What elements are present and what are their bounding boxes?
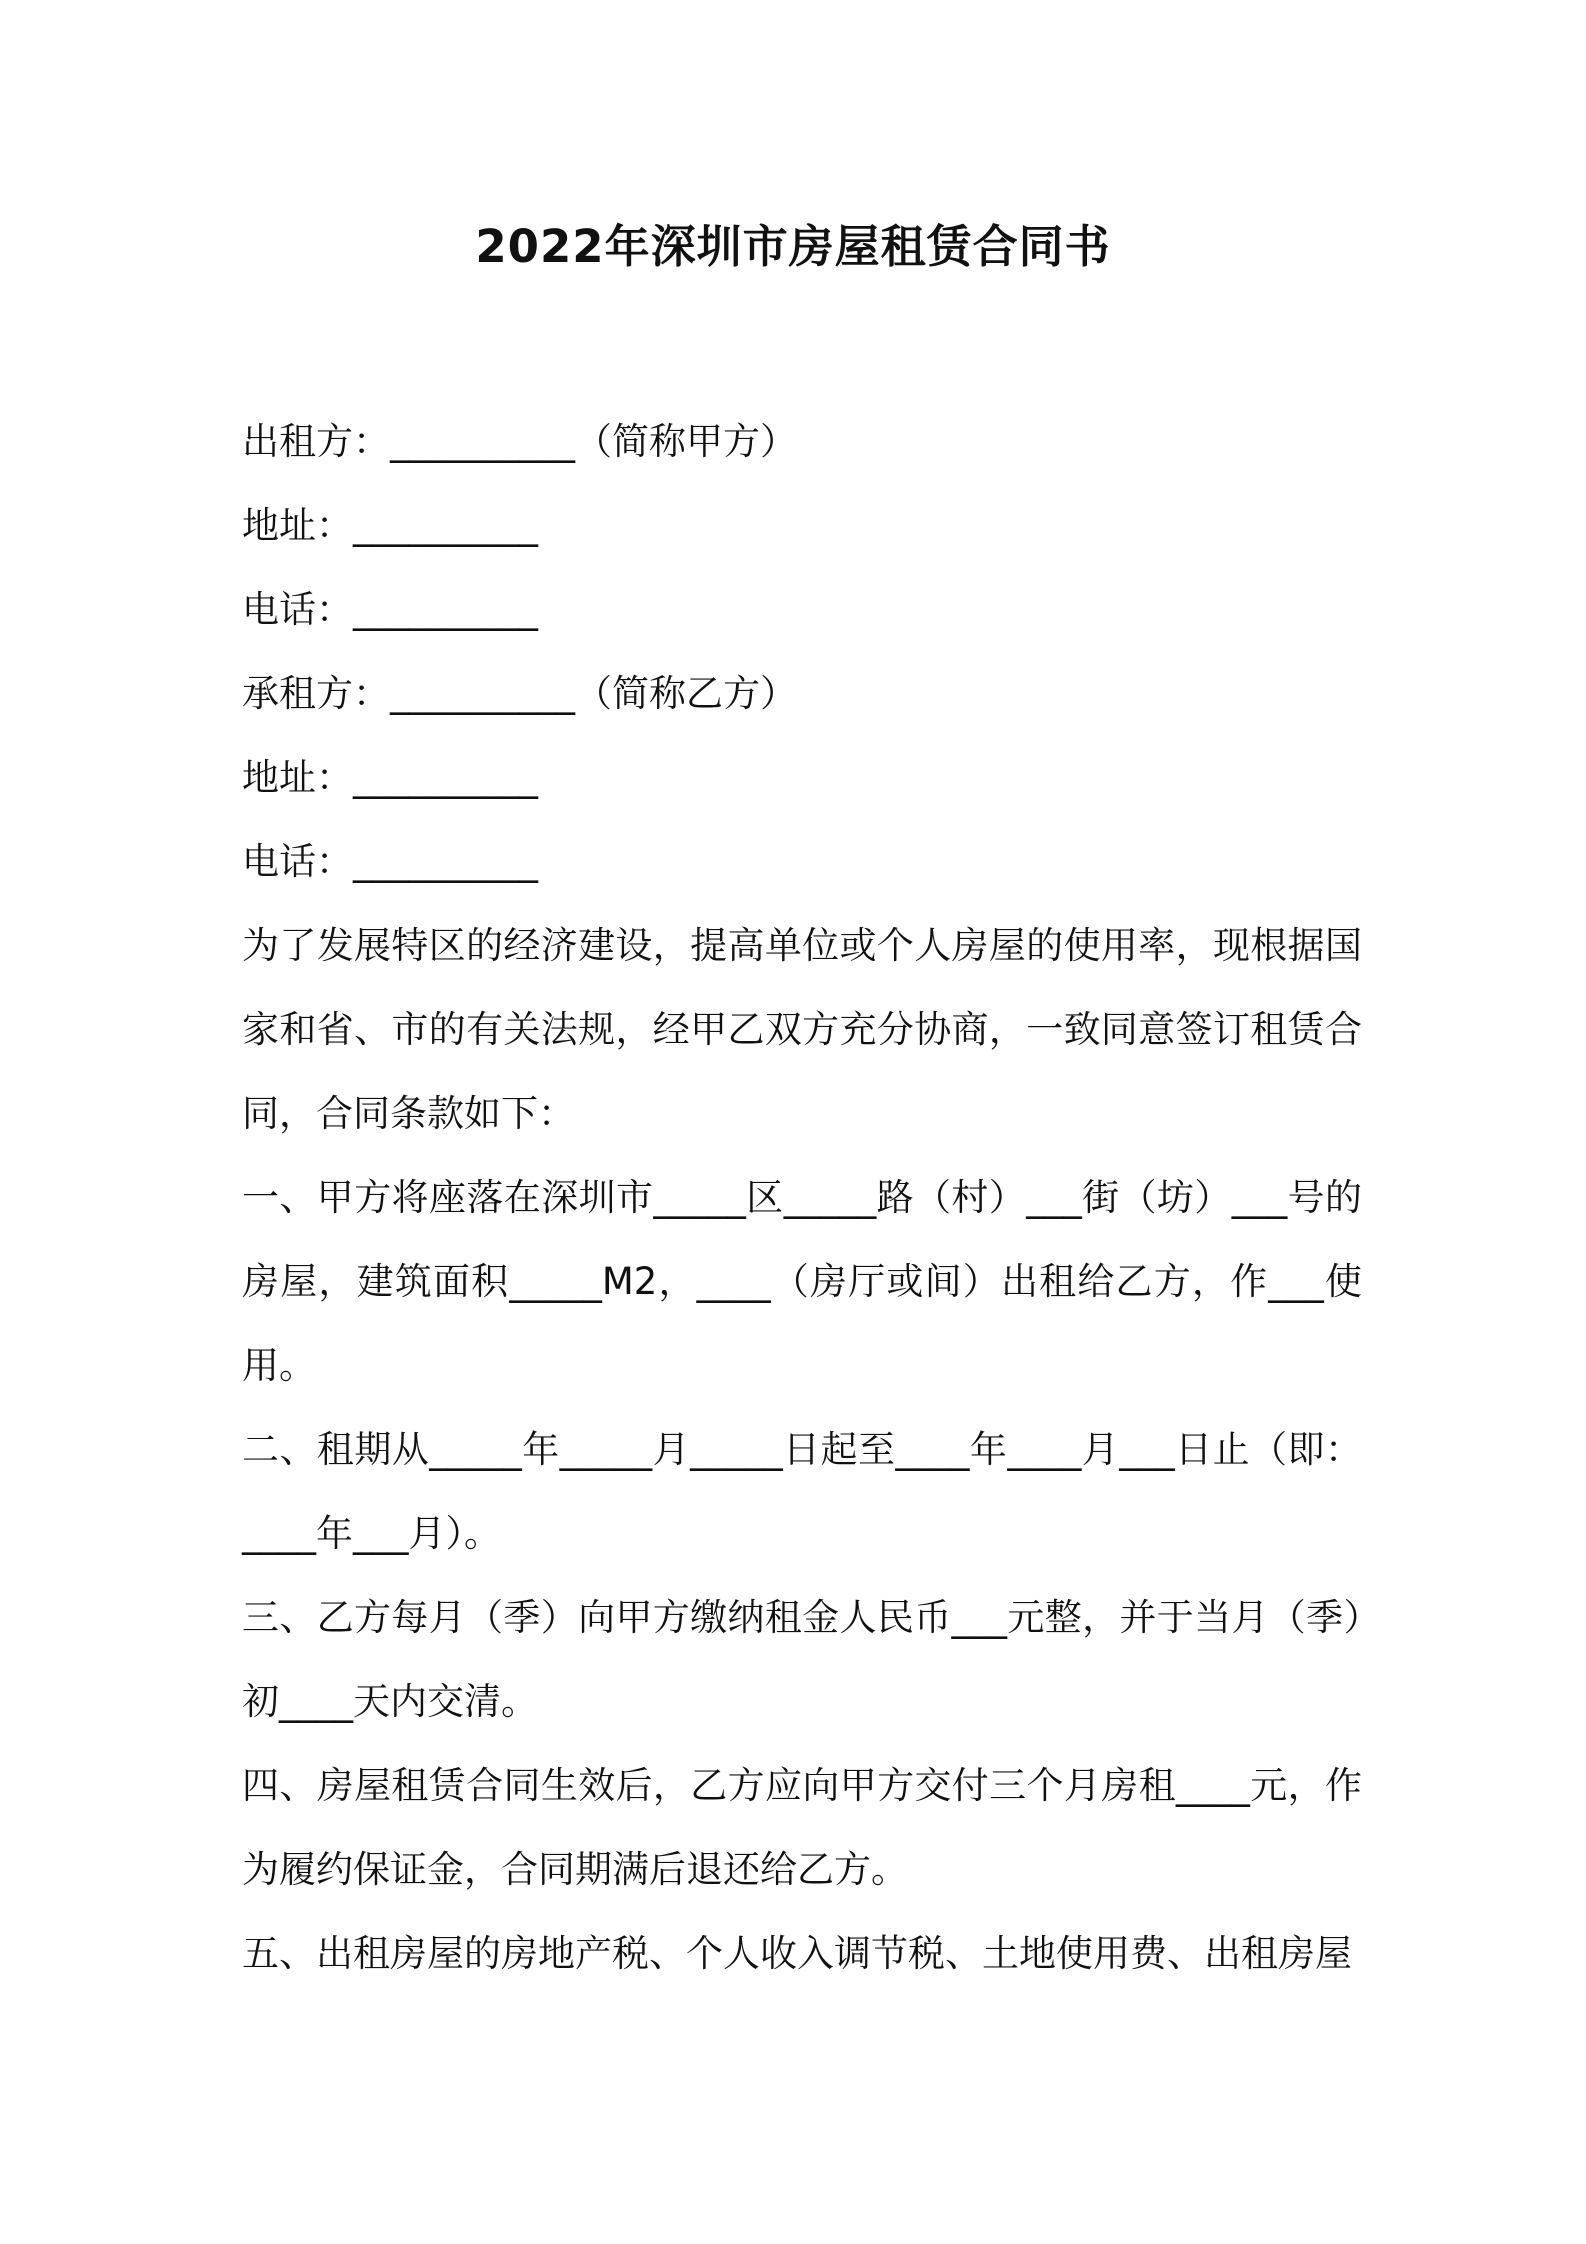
lessee-address-line: 地址：__________ [242, 756, 538, 799]
clause-3-paragraph: 三、乙方每月（季）向甲方缴纳租金人民币___元整，并于当月（季）初____天内交清。 [242, 1596, 1362, 1723]
lessor-address-line: 地址：__________ [242, 504, 538, 547]
document-title: 2022年深圳市房屋租赁合同书 [475, 220, 1111, 273]
lessee-line: 承租方：__________（简称乙方） [242, 672, 797, 715]
clause-5-paragraph: 五、出租房屋的房地产税、个人收入调节税、土地使用费、出租房屋 [242, 1932, 1352, 1975]
clause-4-paragraph: 四、房屋租赁合同生效后，乙方应向甲方交付三个月房租____元，作为履约保证金，合同期满后退还给乙方。 [242, 1764, 1362, 1891]
lessor-line: 出租方：__________（简称甲方） [242, 420, 797, 463]
clause-2-paragraph: 二、租期从_____年_____月_____日起至____年____月___日止（即：____年___月）。 [242, 1428, 1362, 1555]
clause-1-paragraph: 一、甲方将座落在深圳市_____区_____路（村）___街（坊）___号的房屋，建筑面积_____M2，____（房厅或间）出租给乙方，作___使用。 [242, 1176, 1362, 1387]
preamble-paragraph: 为了发展特区的经济建设，提高单位或个人房屋的使用率，现根据国家和省、市的有关法规，经甲乙双方充分协商，一致同意签订租赁合同，合同条款如下： [242, 924, 1362, 1135]
lessor-phone-line: 电话：__________ [242, 588, 538, 631]
document-body [242, 400, 1362, 1996]
lessee-phone-line: 电话：__________ [242, 840, 538, 883]
